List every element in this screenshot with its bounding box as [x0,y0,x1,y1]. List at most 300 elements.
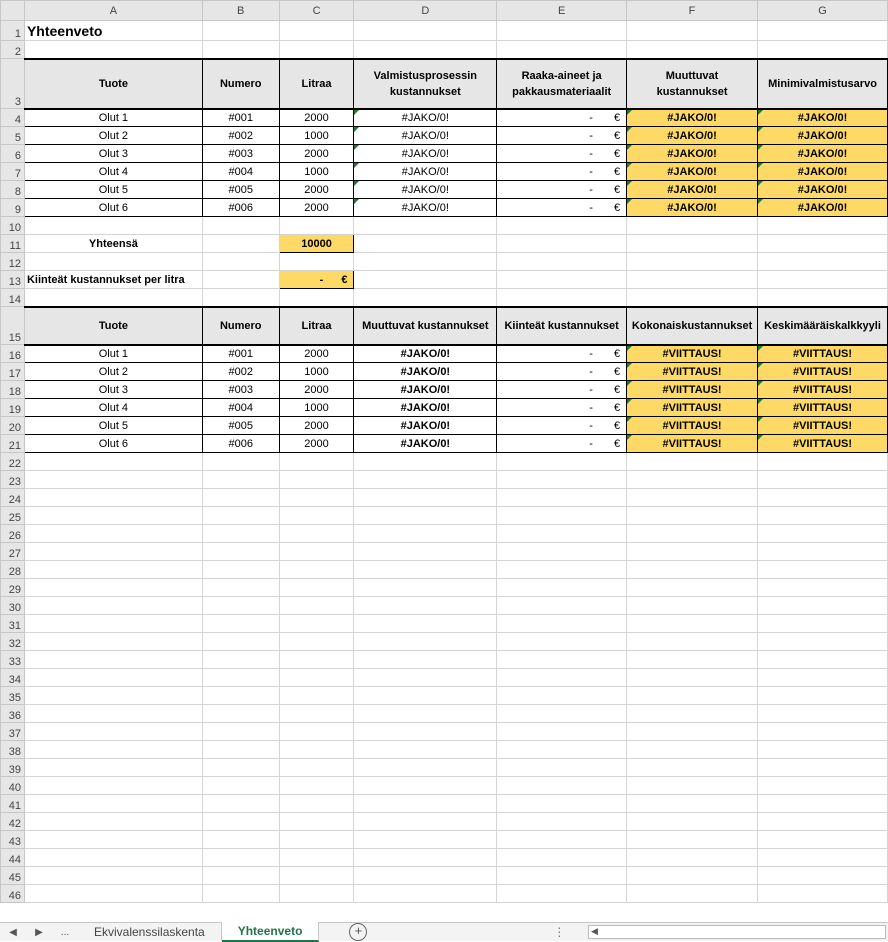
cell[interactable] [354,741,497,759]
cell[interactable] [202,813,279,831]
cell[interactable] [627,777,758,795]
cell[interactable] [202,759,279,777]
cell[interactable] [279,813,354,831]
header-numero[interactable]: Numero [202,307,279,345]
cell[interactable] [354,705,497,723]
cell[interactable] [627,723,758,741]
cell[interactable] [497,471,627,489]
cell[interactable] [279,723,354,741]
cell[interactable] [497,885,627,903]
cell[interactable] [202,217,279,235]
cell[interactable] [202,741,279,759]
cell[interactable] [627,217,758,235]
cell[interactable] [758,561,888,579]
cell[interactable] [279,253,354,271]
cell[interactable] [627,271,758,289]
cell[interactable] [354,597,497,615]
row-header[interactable]: 32 [1,633,25,651]
row-header[interactable]: 8 [1,181,25,199]
cell-currency-e[interactable] [497,363,627,381]
cell[interactable] [497,235,627,253]
cell[interactable] [24,759,202,777]
cell[interactable] [24,885,202,903]
cell[interactable] [758,235,888,253]
row-header[interactable]: 3 [1,59,25,109]
tab-scroll-right-icon[interactable]: ▶ [35,926,43,938]
column-header-f[interactable]: F [627,1,758,21]
cell[interactable] [279,849,354,867]
cell-currency-e[interactable] [497,109,627,127]
cell[interactable] [279,741,354,759]
cell-litraa[interactable]: 1000 [279,127,354,145]
cell[interactable] [202,849,279,867]
row-header[interactable]: 29 [1,579,25,597]
cell[interactable] [202,777,279,795]
cell[interactable] [497,253,627,271]
cell[interactable] [627,21,758,41]
cell-litraa[interactable]: 2000 [279,199,354,217]
row-header[interactable]: 21 [1,435,25,453]
cell[interactable] [24,615,202,633]
row-header[interactable]: 10 [1,217,25,235]
header-e[interactable]: Kiinteät kustannukset [497,307,627,345]
cell[interactable] [354,561,497,579]
cell[interactable] [497,507,627,525]
tab-split-handle-icon[interactable]: ⋮ [553,925,566,939]
cell[interactable] [202,579,279,597]
cell[interactable] [24,651,202,669]
cell-numero[interactable]: #001 [202,345,279,363]
cell[interactable] [497,687,627,705]
cell-error-d[interactable]: #JAKO/0! [354,163,497,181]
cell[interactable] [758,741,888,759]
cell-currency-e[interactable] [497,417,627,435]
cell-numero[interactable]: #002 [202,127,279,145]
cell-error-g[interactable]: #VIITTAUS! [758,363,888,381]
horizontal-scrollbar[interactable] [588,925,886,939]
header-numero[interactable]: Numero [202,59,279,109]
cell[interactable] [627,885,758,903]
cell-currency-e[interactable] [497,381,627,399]
cell[interactable] [24,561,202,579]
cell-tuote[interactable]: Olut 2 [24,363,202,381]
header-g[interactable]: Keskimääräiskalkkyyli [758,307,888,345]
cell[interactable] [24,669,202,687]
cell-error-g[interactable]: #VIITTAUS! [758,381,888,399]
cell[interactable] [24,705,202,723]
row-header[interactable]: 43 [1,831,25,849]
cell[interactable] [354,687,497,705]
cell[interactable] [202,271,279,289]
cell-tuote[interactable]: Olut 1 [24,345,202,363]
cell-tuote[interactable]: Olut 6 [24,435,202,453]
cell[interactable] [627,235,758,253]
label-yhteensa[interactable]: Yhteensä [24,235,202,253]
cell-currency-e[interactable] [497,163,627,181]
cell[interactable] [279,669,354,687]
cell[interactable] [758,885,888,903]
cell[interactable] [354,507,497,525]
cell[interactable] [354,813,497,831]
label-kiinteat[interactable]: Kiinteät kustannukset per litra [24,271,202,289]
cell-error-d[interactable]: #JAKO/0! [354,345,497,363]
cell[interactable] [497,525,627,543]
cell[interactable] [279,453,354,471]
cell-currency-e[interactable] [497,345,627,363]
cell[interactable] [497,795,627,813]
cell[interactable] [758,723,888,741]
cell[interactable] [497,723,627,741]
row-header[interactable]: 37 [1,723,25,741]
row-header[interactable]: 24 [1,489,25,507]
row-header[interactable]: 35 [1,687,25,705]
header-f[interactable]: Kokonaiskustannukset [627,307,758,345]
cell[interactable] [758,615,888,633]
cell[interactable] [758,597,888,615]
cell[interactable] [24,289,202,307]
cell-error-d[interactable]: #JAKO/0! [354,145,497,163]
cell[interactable] [497,615,627,633]
cell-numero[interactable]: #003 [202,381,279,399]
tab-ekvivalenssilaskenta[interactable]: Ekvivalenssilaskenta [78,923,222,941]
cell[interactable] [24,831,202,849]
cell[interactable] [497,705,627,723]
cell-numero[interactable]: #004 [202,163,279,181]
cell[interactable] [758,777,888,795]
cell[interactable] [279,507,354,525]
cell[interactable] [354,759,497,777]
row-header[interactable]: 11 [1,235,25,253]
cell-error-f[interactable]: #JAKO/0! [627,127,758,145]
cell-litraa[interactable]: 1000 [279,399,354,417]
cell[interactable] [24,723,202,741]
cell[interactable] [627,759,758,777]
sheet-title[interactable]: Yhteenveto [24,21,202,41]
cell[interactable] [758,705,888,723]
cell[interactable] [497,651,627,669]
cell-error-g[interactable]: #JAKO/0! [758,109,888,127]
cell-litraa[interactable]: 2000 [279,181,354,199]
row-header[interactable]: 34 [1,669,25,687]
cell-litraa[interactable]: 2000 [279,435,354,453]
cell[interactable] [279,597,354,615]
header-d[interactable]: Valmistusprosessin kustannukset [354,59,497,109]
cell[interactable] [758,669,888,687]
cell-numero[interactable]: #004 [202,399,279,417]
cell[interactable] [202,235,279,253]
cell[interactable] [627,741,758,759]
cell[interactable] [354,669,497,687]
row-header[interactable]: 14 [1,289,25,307]
cell[interactable] [202,525,279,543]
cell[interactable] [279,525,354,543]
header-litraa[interactable]: Litraa [279,307,354,345]
cell[interactable] [497,777,627,795]
cell-error-f[interactable]: #VIITTAUS! [627,435,758,453]
cell[interactable] [497,759,627,777]
select-all-corner[interactable] [1,1,25,21]
row-header[interactable]: 38 [1,741,25,759]
row-header[interactable]: 4 [1,109,25,127]
cell[interactable] [758,543,888,561]
cell-litraa[interactable]: 1000 [279,163,354,181]
cell-currency-e[interactable] [497,435,627,453]
cell[interactable] [354,651,497,669]
cell[interactable] [758,579,888,597]
cell[interactable] [24,217,202,235]
cell[interactable] [758,849,888,867]
cell[interactable] [758,813,888,831]
column-header-e[interactable]: E [497,1,627,21]
cell[interactable] [24,741,202,759]
cell-tuote[interactable]: Olut 1 [24,109,202,127]
cell[interactable] [627,669,758,687]
cell[interactable] [758,867,888,885]
cell[interactable] [354,885,497,903]
cell-litraa[interactable]: 2000 [279,145,354,163]
cell[interactable] [279,41,354,59]
add-sheet-icon[interactable]: + [349,923,367,941]
cell[interactable] [497,741,627,759]
cell[interactable] [24,849,202,867]
cell[interactable] [202,543,279,561]
cell[interactable] [24,489,202,507]
row-header[interactable]: 16 [1,345,25,363]
cell[interactable] [24,579,202,597]
tab-more-ellipsis[interactable]: ... [60,926,70,938]
cell[interactable] [279,615,354,633]
cell[interactable] [202,41,279,59]
cell[interactable] [627,543,758,561]
cell[interactable] [627,253,758,271]
cell[interactable] [279,795,354,813]
cell-error-d[interactable]: #JAKO/0! [354,381,497,399]
row-header[interactable]: 22 [1,453,25,471]
cell[interactable] [202,633,279,651]
cell-error-g[interactable]: #JAKO/0! [758,127,888,145]
cell[interactable] [279,633,354,651]
cell[interactable] [24,597,202,615]
cell-tuote[interactable]: Olut 3 [24,381,202,399]
cell[interactable] [354,41,497,59]
cell[interactable] [202,253,279,271]
cell[interactable] [279,489,354,507]
cell-tuote[interactable]: Olut 4 [24,163,202,181]
header-d[interactable]: Muuttuvat kustannukset [354,307,497,345]
cell[interactable] [497,633,627,651]
cell[interactable] [354,235,497,253]
cell[interactable] [279,705,354,723]
cell[interactable] [497,597,627,615]
row-header[interactable]: 25 [1,507,25,525]
cell-error-d[interactable]: #JAKO/0! [354,399,497,417]
row-header[interactable]: 12 [1,253,25,271]
cell-numero[interactable]: #002 [202,363,279,381]
cell[interactable] [354,579,497,597]
row-header[interactable]: 44 [1,849,25,867]
row-header[interactable]: 20 [1,417,25,435]
cell-error-g[interactable]: #VIITTAUS! [758,435,888,453]
column-header-d[interactable]: D [354,1,497,21]
cell[interactable] [497,21,627,41]
cell[interactable] [758,687,888,705]
cell[interactable] [758,471,888,489]
cell[interactable] [627,615,758,633]
cell-numero[interactable]: #003 [202,145,279,163]
row-header[interactable]: 40 [1,777,25,795]
cell-tuote[interactable]: Olut 6 [24,199,202,217]
cell[interactable] [24,813,202,831]
cell[interactable] [354,723,497,741]
cell[interactable] [24,453,202,471]
row-header[interactable]: 23 [1,471,25,489]
cell[interactable] [24,687,202,705]
cell[interactable] [354,253,497,271]
cell[interactable] [354,471,497,489]
cell[interactable] [202,561,279,579]
cell[interactable] [497,579,627,597]
cell-error-g[interactable]: #JAKO/0! [758,181,888,199]
header-litraa[interactable]: Litraa [279,59,354,109]
cell[interactable] [627,849,758,867]
cell[interactable] [627,489,758,507]
cell[interactable] [758,759,888,777]
row-header[interactable]: 41 [1,795,25,813]
cell-error-f[interactable]: #JAKO/0! [627,181,758,199]
cell-error-g[interactable]: #VIITTAUS! [758,417,888,435]
column-header-b[interactable]: B [202,1,279,21]
column-header-g[interactable]: G [758,1,888,21]
cell[interactable] [354,615,497,633]
cell-tuote[interactable]: Olut 2 [24,127,202,145]
cell[interactable] [279,471,354,489]
cell[interactable] [202,795,279,813]
cell[interactable] [279,885,354,903]
cell[interactable] [354,217,497,235]
cell-error-d[interactable]: #JAKO/0! [354,181,497,199]
cell[interactable] [354,795,497,813]
cell-error-f[interactable]: #JAKO/0! [627,145,758,163]
cell[interactable] [279,543,354,561]
cell[interactable] [279,867,354,885]
cell[interactable] [758,651,888,669]
row-header[interactable]: 5 [1,127,25,145]
cell[interactable] [627,289,758,307]
header-e[interactable]: Raaka-aineet ja pakkausmateriaalit [497,59,627,109]
cell[interactable] [24,41,202,59]
cell[interactable] [24,507,202,525]
header-f[interactable]: Muuttuvat kustannukset [627,59,758,109]
cell-error-f[interactable]: #JAKO/0! [627,163,758,181]
cell-error-d[interactable]: #JAKO/0! [354,127,497,145]
cell-currency-e[interactable] [497,181,627,199]
cell-error-g[interactable]: #VIITTAUS! [758,399,888,417]
cell[interactable] [202,615,279,633]
row-header[interactable]: 36 [1,705,25,723]
cell[interactable] [627,687,758,705]
cell[interactable] [497,489,627,507]
cell[interactable] [758,525,888,543]
cell-tuote[interactable]: Olut 3 [24,145,202,163]
cell[interactable] [627,867,758,885]
row-header[interactable]: 46 [1,885,25,903]
cell-litraa[interactable]: 2000 [279,109,354,127]
cell-error-g[interactable]: #JAKO/0! [758,163,888,181]
cell[interactable] [202,489,279,507]
cell-error-f[interactable]: #VIITTAUS! [627,381,758,399]
cell[interactable] [202,651,279,669]
cell-yhteensa-value[interactable]: 10000 [279,235,354,253]
cell[interactable] [279,561,354,579]
cell[interactable] [24,471,202,489]
cell[interactable] [758,253,888,271]
cell-litraa[interactable]: 1000 [279,363,354,381]
cell[interactable] [354,543,497,561]
cell[interactable] [758,633,888,651]
cell[interactable] [758,507,888,525]
cell-error-d[interactable]: #JAKO/0! [354,109,497,127]
cell-numero[interactable]: #005 [202,181,279,199]
cell-tuote[interactable]: Olut 5 [24,181,202,199]
cell[interactable] [497,271,627,289]
row-header[interactable]: 27 [1,543,25,561]
cell-tuote[interactable]: Olut 4 [24,399,202,417]
row-header[interactable]: 28 [1,561,25,579]
column-header-c[interactable]: C [279,1,354,21]
cell[interactable] [627,597,758,615]
cell-numero[interactable]: #006 [202,435,279,453]
cell[interactable] [354,271,497,289]
cell[interactable] [758,453,888,471]
cell-error-d[interactable]: #JAKO/0! [354,363,497,381]
cell[interactable] [354,21,497,41]
cell-litraa[interactable]: 2000 [279,345,354,363]
header-g[interactable]: Minimivalmistusarvo [758,59,888,109]
cell-error-d[interactable]: #JAKO/0! [354,435,497,453]
cell-error-d[interactable]: #JAKO/0! [354,417,497,435]
cell[interactable] [354,489,497,507]
cell[interactable] [497,217,627,235]
cell-currency-e[interactable] [497,199,627,217]
cell[interactable] [497,669,627,687]
cell[interactable] [627,41,758,59]
cell-error-g[interactable]: #JAKO/0! [758,145,888,163]
row-header[interactable]: 45 [1,867,25,885]
cell[interactable] [627,813,758,831]
cell-error-f[interactable]: #VIITTAUS! [627,399,758,417]
cell[interactable] [497,561,627,579]
cell[interactable] [354,849,497,867]
cell[interactable] [497,453,627,471]
cell[interactable] [354,867,497,885]
cell-currency-e[interactable] [497,127,627,145]
row-header[interactable]: 42 [1,813,25,831]
cell[interactable] [202,687,279,705]
row-header[interactable]: 15 [1,307,25,345]
cell[interactable] [202,669,279,687]
cell[interactable] [627,705,758,723]
cell[interactable] [279,831,354,849]
cell-numero[interactable]: #001 [202,109,279,127]
scroll-left-arrow-icon[interactable]: ◀ [591,926,598,936]
cell[interactable] [497,813,627,831]
tab-yhteenveto[interactable]: Yhteenveto [222,922,320,942]
cell[interactable] [202,289,279,307]
cell[interactable] [627,525,758,543]
cell-litraa[interactable]: 2000 [279,417,354,435]
cell[interactable] [627,453,758,471]
cell[interactable] [279,759,354,777]
